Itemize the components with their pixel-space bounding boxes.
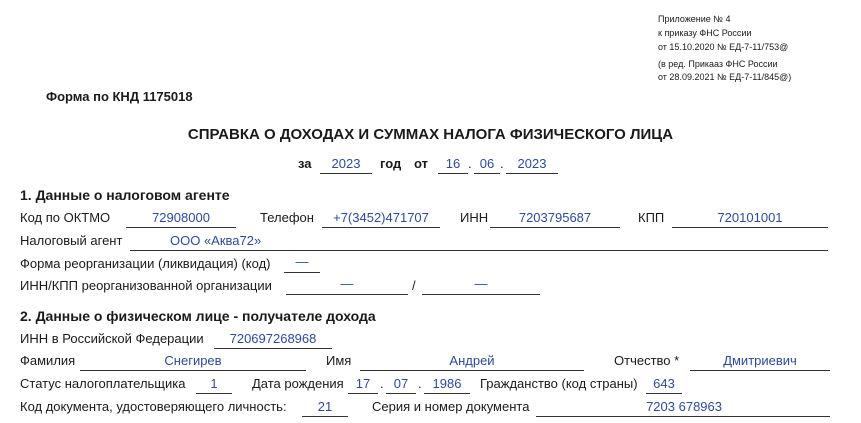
name-line xyxy=(360,370,584,371)
name-label: Имя xyxy=(326,353,352,368)
birth-year-value: 1986 xyxy=(432,376,462,391)
oktmo-line xyxy=(126,227,236,228)
status-value: 1 xyxy=(210,376,218,391)
section1-heading: 1. Данные о налоговом агенте xyxy=(20,187,230,203)
doc-series-label: Серия и номер документа xyxy=(372,399,530,414)
doc-series-line xyxy=(536,416,830,417)
section2-heading: 2. Данные о физическом лице - получателе дохода xyxy=(20,308,376,324)
birth-label: Дата рождения xyxy=(252,376,344,391)
period-dot-2: . xyxy=(500,156,504,171)
citizenship-label: Гражданство (код страны) xyxy=(480,376,638,391)
reorg-kpp-value: — xyxy=(474,276,488,291)
reorg-inn-value: — xyxy=(340,276,354,291)
doc-code-line xyxy=(302,416,348,417)
page-title: СПРАВКА О ДОХОДАХ И СУММАХ НАЛОГА ФИЗИЧЕСКОГО ЛИЦА xyxy=(187,126,674,143)
reorg-form-value: — xyxy=(295,254,309,269)
birth-dot-1: . xyxy=(380,376,384,391)
period-dot-1: . xyxy=(468,156,472,171)
surname-value: Снегирев xyxy=(164,353,222,368)
birth-day-value: 17 xyxy=(355,376,371,391)
inn-label: ИНН xyxy=(460,210,489,225)
appendix-line-3: от 15.10.2020 № ЕД-7-11/753@ xyxy=(658,42,789,52)
reorg-inn-line xyxy=(286,294,408,295)
period-year-value: 2023 xyxy=(331,156,361,171)
reorg-form-line xyxy=(284,272,320,273)
appendix-line-5: от 28.09.2021 № ЕД-7-11/845@) xyxy=(658,72,792,82)
patronymic-line xyxy=(690,370,830,371)
name-value: Андрей xyxy=(449,353,495,368)
appendix-line-4: (в ред. Прикааз ФНС России xyxy=(658,59,778,69)
status-line xyxy=(196,393,232,394)
period-date-year-value: 2023 xyxy=(517,156,547,171)
oktmo-label: Код по ОКТМО xyxy=(20,210,111,225)
period-ot-label: от xyxy=(414,156,428,171)
inn-value: 7203795687 xyxy=(518,210,592,225)
kpp-value: 720101001 xyxy=(717,210,783,225)
doc-code-label: Код документа, удостоверяющего личность: xyxy=(20,399,287,414)
phone-line xyxy=(322,227,440,228)
person-inn-label: ИНН в Российской Федерации xyxy=(20,331,204,346)
surname-line xyxy=(80,370,306,371)
reorg-form-label: Форма реорганизации (ликвидация) (код) xyxy=(20,256,271,271)
phone-label: Телефон xyxy=(260,210,314,225)
person-inn-value: 720697268968 xyxy=(229,331,317,346)
citizenship-value: 643 xyxy=(653,376,675,391)
period-za-label: за xyxy=(298,156,312,171)
period-month-value: 06 xyxy=(479,156,495,171)
birth-dot-2: . xyxy=(418,376,422,391)
reorg-slash: / xyxy=(412,278,416,293)
doc-code-value: 21 xyxy=(317,399,333,414)
form-code: Форма по КНД 1175018 xyxy=(46,89,193,104)
appendix-line-1: Приложение № 4 xyxy=(658,14,731,24)
oktmo-value: 72908000 xyxy=(152,210,210,225)
phone-value: +7(3452)471707 xyxy=(333,210,429,225)
reorg-innkpp-label: ИНН/КПП реорганизованной организации xyxy=(20,278,272,293)
person-inn-line xyxy=(214,348,332,349)
period-day-value: 16 xyxy=(445,156,461,171)
patronymic-value: Дмитриевич xyxy=(723,353,797,368)
period-god-label: год xyxy=(380,156,402,171)
birth-month-value: 07 xyxy=(393,376,409,391)
period-year-line xyxy=(320,173,372,174)
kpp-line xyxy=(672,227,828,228)
birth-day-line xyxy=(348,393,378,394)
patronymic-label: Отчество * xyxy=(614,353,680,368)
appendix-line-2: к приказу ФНС России xyxy=(658,28,752,38)
inn-line xyxy=(490,227,620,228)
agent-value: ООО «Аква72» xyxy=(170,233,262,248)
agent-line xyxy=(130,250,828,251)
period-month-line xyxy=(474,173,500,174)
reorg-kpp-line xyxy=(422,294,540,295)
agent-label: Налоговый агент xyxy=(20,233,123,248)
surname-label: Фамилия xyxy=(20,353,76,368)
period-date-year-line xyxy=(506,173,558,174)
birth-month-line xyxy=(386,393,416,394)
status-label: Статус налогоплательщика xyxy=(20,376,186,391)
citizenship-line xyxy=(646,393,682,394)
period-day-line xyxy=(438,173,468,174)
kpp-label: КПП xyxy=(638,210,665,225)
birth-year-line xyxy=(424,393,470,394)
doc-series-value: 7203 678963 xyxy=(646,399,722,414)
